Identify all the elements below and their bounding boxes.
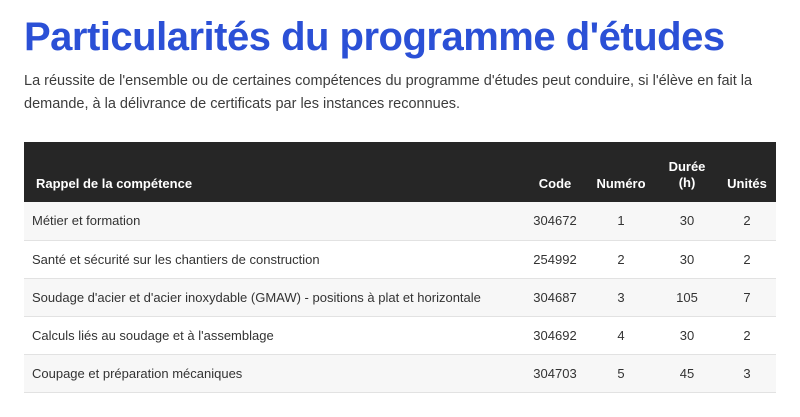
cell-competence: Métier et formation bbox=[24, 202, 524, 240]
cell-number: 1 bbox=[586, 202, 656, 240]
table-row bbox=[24, 202, 776, 240]
cell-duration: 30 bbox=[656, 240, 718, 278]
cell-number: 4 bbox=[586, 316, 656, 354]
cell-number: 2 bbox=[586, 240, 656, 278]
table-row bbox=[24, 316, 776, 354]
cell-competence: Santé et sécurité sur les chantiers de construction bbox=[24, 240, 524, 278]
intro-paragraph: La réussite de l'ensemble ou de certaines compétences du programme d'études peut conduire, si l'élève en fait la demande, à la délivrance de certificats par les instances reconnues. bbox=[24, 73, 753, 112]
column-header-duration bbox=[656, 142, 718, 202]
cell-units: 7 bbox=[718, 278, 776, 316]
column-header-competence: Rappel de la compétence bbox=[24, 142, 524, 202]
cell-duration: 105 bbox=[656, 278, 718, 316]
competencies-table bbox=[24, 142, 776, 393]
cell-competence: Coupage et préparation mécaniques bbox=[24, 354, 524, 392]
cell-duration: 45 bbox=[656, 354, 718, 392]
cell-code: 304687 bbox=[524, 278, 586, 316]
table-row bbox=[24, 278, 776, 316]
table-header-row bbox=[24, 142, 776, 202]
column-header-units: Unités bbox=[718, 142, 776, 202]
cell-units: 3 bbox=[718, 354, 776, 392]
column-header-duration-line2: (h) bbox=[678, 175, 696, 190]
cell-code: 304692 bbox=[524, 316, 586, 354]
column-header-code: Code bbox=[524, 142, 586, 202]
cell-number: 3 bbox=[586, 278, 656, 316]
cell-code: 304703 bbox=[524, 354, 586, 392]
table-header bbox=[24, 142, 776, 202]
cell-number: 5 bbox=[586, 354, 656, 392]
cell-duration: 30 bbox=[656, 202, 718, 240]
cell-code: 254992 bbox=[524, 240, 586, 278]
column-header-duration-line1: Durée bbox=[668, 159, 706, 174]
cell-units: 2 bbox=[718, 240, 776, 278]
table-body bbox=[24, 202, 776, 392]
cell-competence: Soudage d'acier et d'acier inoxydable (GMAW) - positions à plat et horizontale bbox=[24, 278, 524, 316]
cell-competence: Calculs liés au soudage et à l'assemblage bbox=[24, 316, 524, 354]
column-header-number: Numéro bbox=[586, 142, 656, 202]
cell-duration: 30 bbox=[656, 316, 718, 354]
table-row bbox=[24, 354, 776, 392]
table-row bbox=[24, 240, 776, 278]
cell-code: 304672 bbox=[524, 202, 586, 240]
cell-units: 2 bbox=[718, 202, 776, 240]
cell-units: 2 bbox=[718, 316, 776, 354]
page-title: Particularités du programme d'études bbox=[24, 15, 725, 59]
